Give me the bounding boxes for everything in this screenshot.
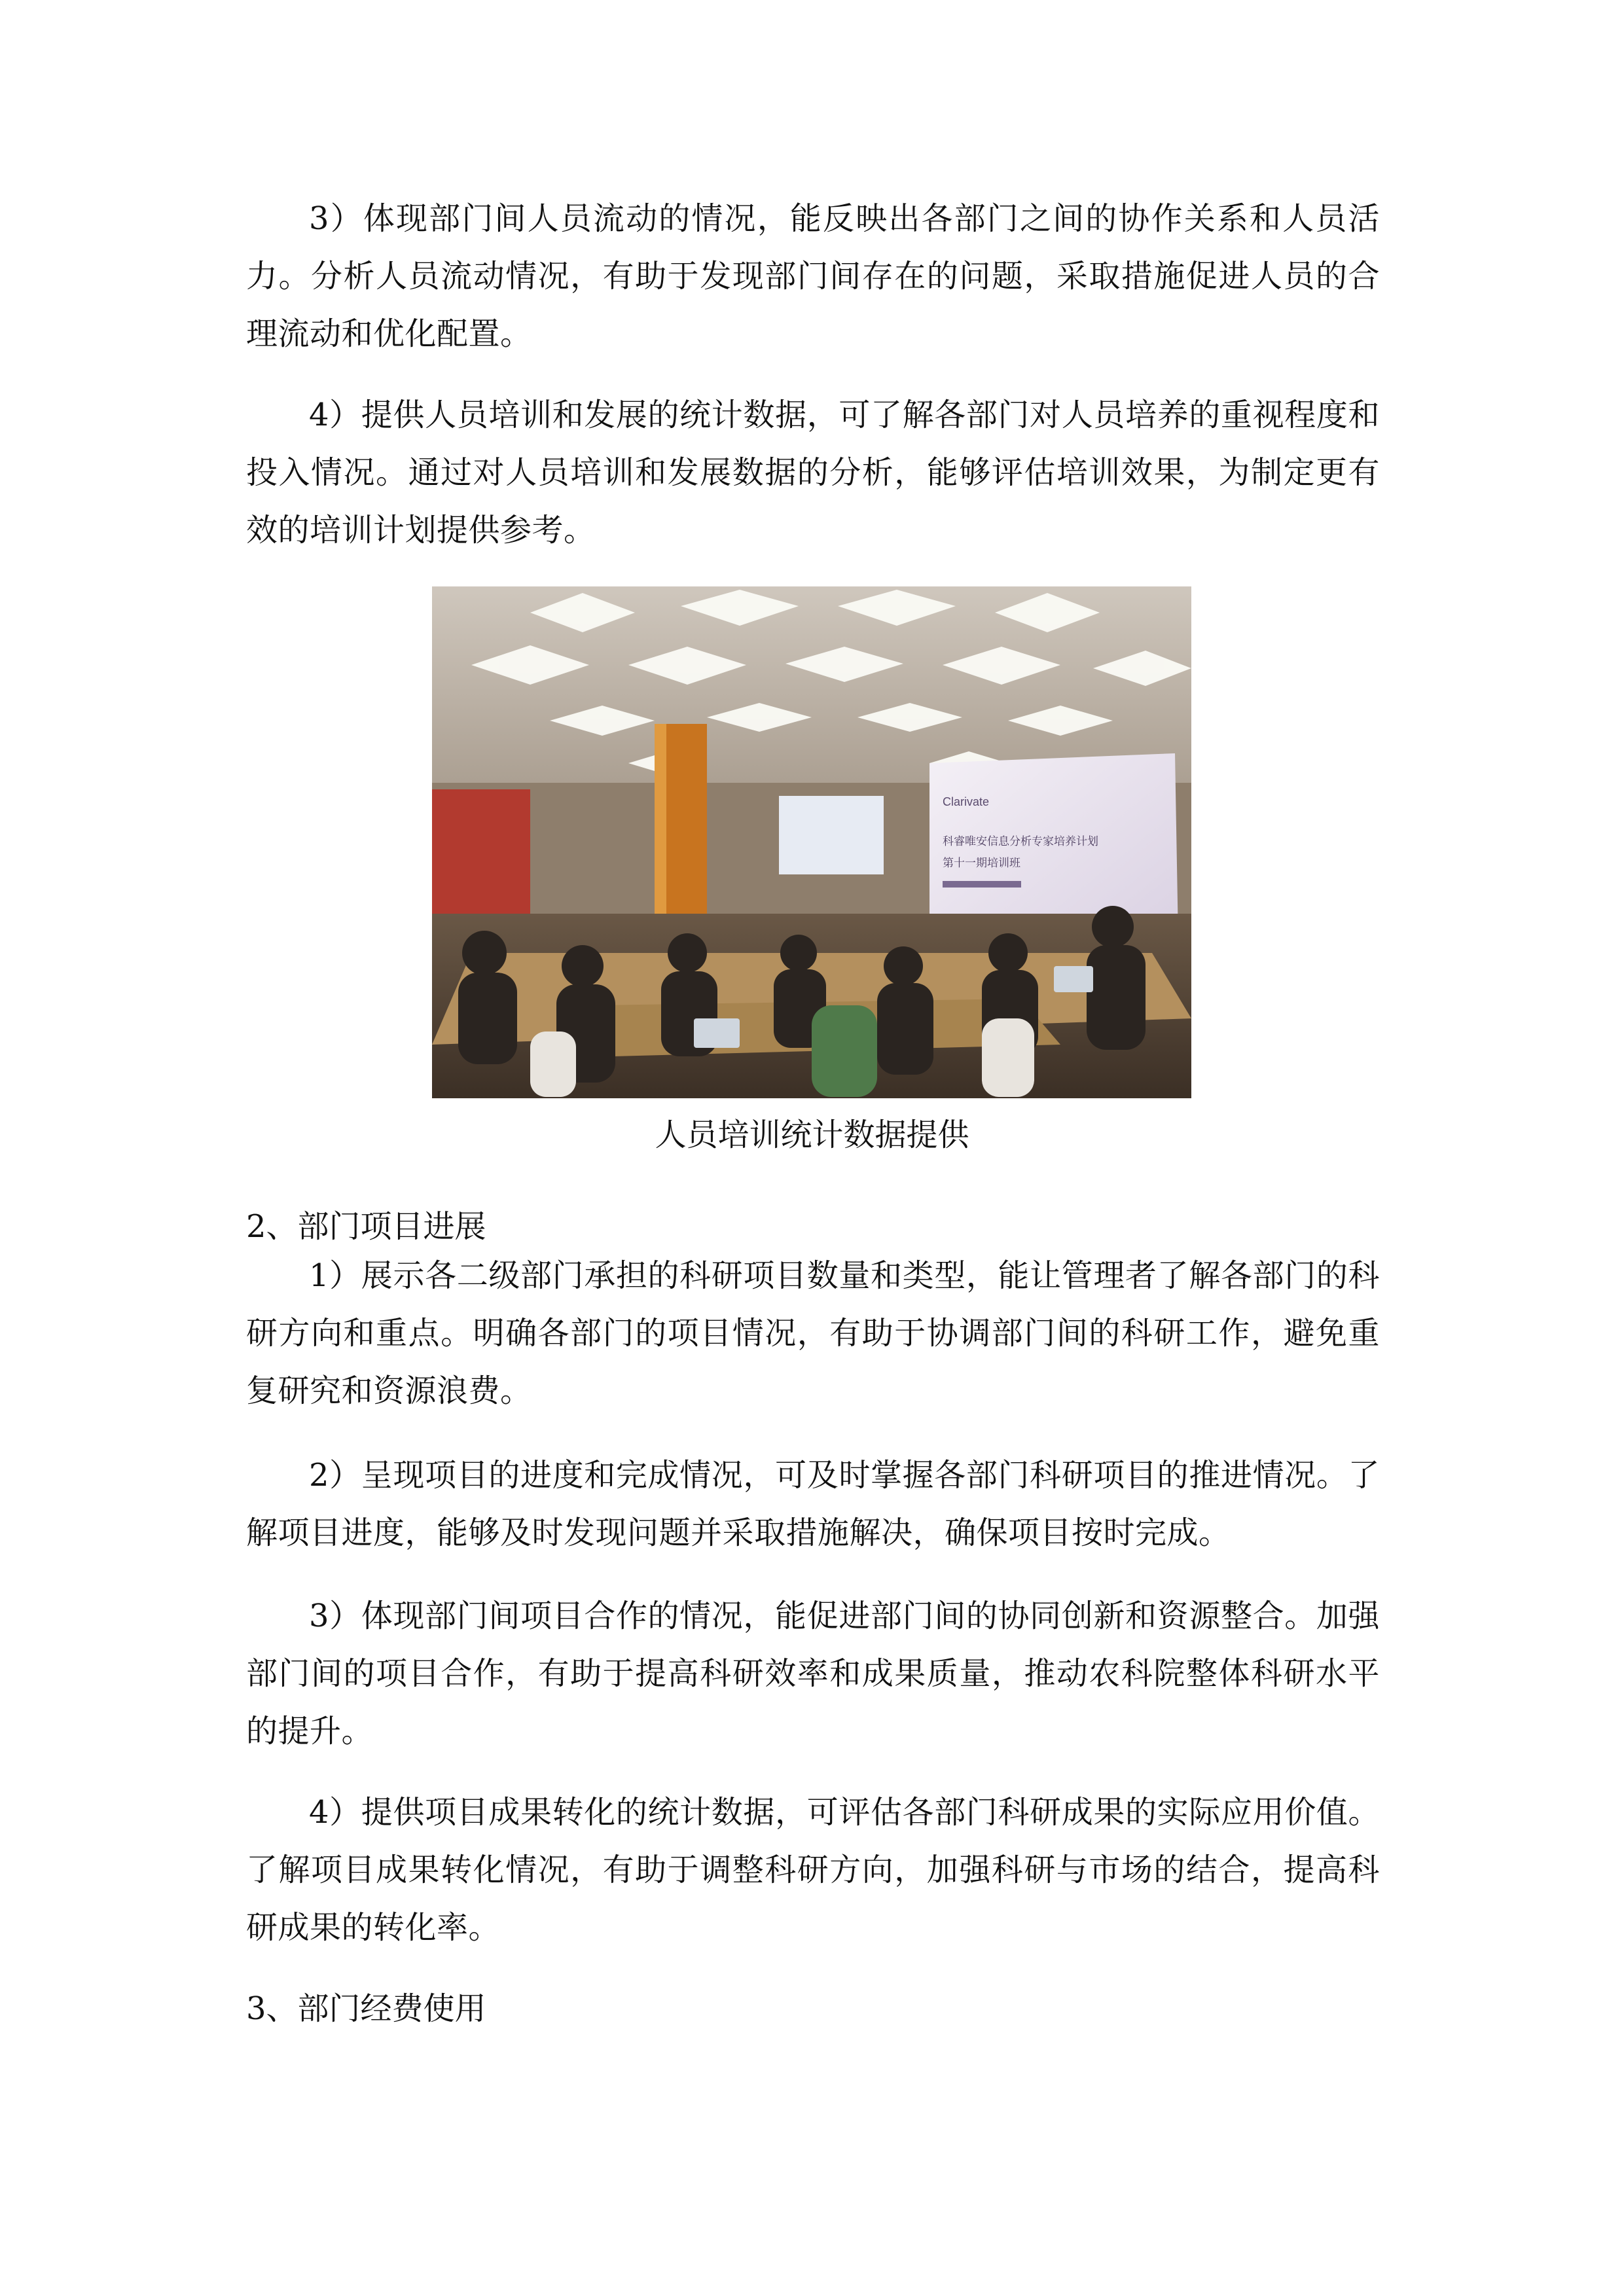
figure-caption: 人员培训统计数据提供 bbox=[655, 1117, 969, 1153]
screen-brand-text: Clarivate bbox=[943, 795, 990, 808]
paragraph-project-cooperation: 3）体现部门间项目合作的情况，能促进部门间的协同创新和资源整合。加强部门间的项目合作，有助于提高科研效率和成果质量，推动农科院整体科研水平的提升。 bbox=[246, 1598, 1380, 1749]
training-photo bbox=[432, 586, 1191, 1098]
training-photo-illustration bbox=[432, 586, 1191, 1098]
paragraph-project-count: 1）展示各二级部门承担的科研项目数量和类型，能让管理者了解各部门的科研方向和重点。明确各部门的项目情况，有助于协调部门间的科研工作，避免重复研究和资源浪费。 bbox=[246, 1257, 1380, 1409]
paragraph-staff-training: 4）提供人员培训和发展的统计数据，可了解各部门对人员培养的重视程度和投入情况。通过对人员培训和发展数据的分析，能够评估培训效果，为制定更有效的培训计划提供参考。 bbox=[246, 397, 1380, 548]
paragraph-staff-flow: 3）体现部门间人员流动的情况，能反映出各部门之间的协作关系和人员活力。分析人员流动情况，有助于发现部门间存在的问题，采取措施促进人员的合理流动和优化配置。 bbox=[246, 200, 1380, 352]
paragraph-project-transfer: 4）提供项目成果转化的统计数据，可评估各部门科研成果的实际应用价值。了解项目成果转化情况，有助于调整科研方向，加强科研与市场的结合，提高科研成果的转化率。 bbox=[246, 1794, 1380, 1946]
section-heading-funding: 3、部门经费使用 bbox=[246, 1990, 486, 2027]
screen-title-line-1: 科睿唯安信息分析专家培养计划 bbox=[943, 835, 1098, 848]
section-heading-project-progress: 2、部门项目进展 bbox=[246, 1208, 486, 1245]
paragraph-project-progress: 2）呈现项目的进度和完成情况，可及时掌握各部门科研项目的推进情况。了解项目进度，能够及时发现问题并采取措施解决，确保项目按时完成。 bbox=[246, 1457, 1380, 1551]
screen-title-line-2: 第十一期培训班 bbox=[943, 857, 1020, 870]
